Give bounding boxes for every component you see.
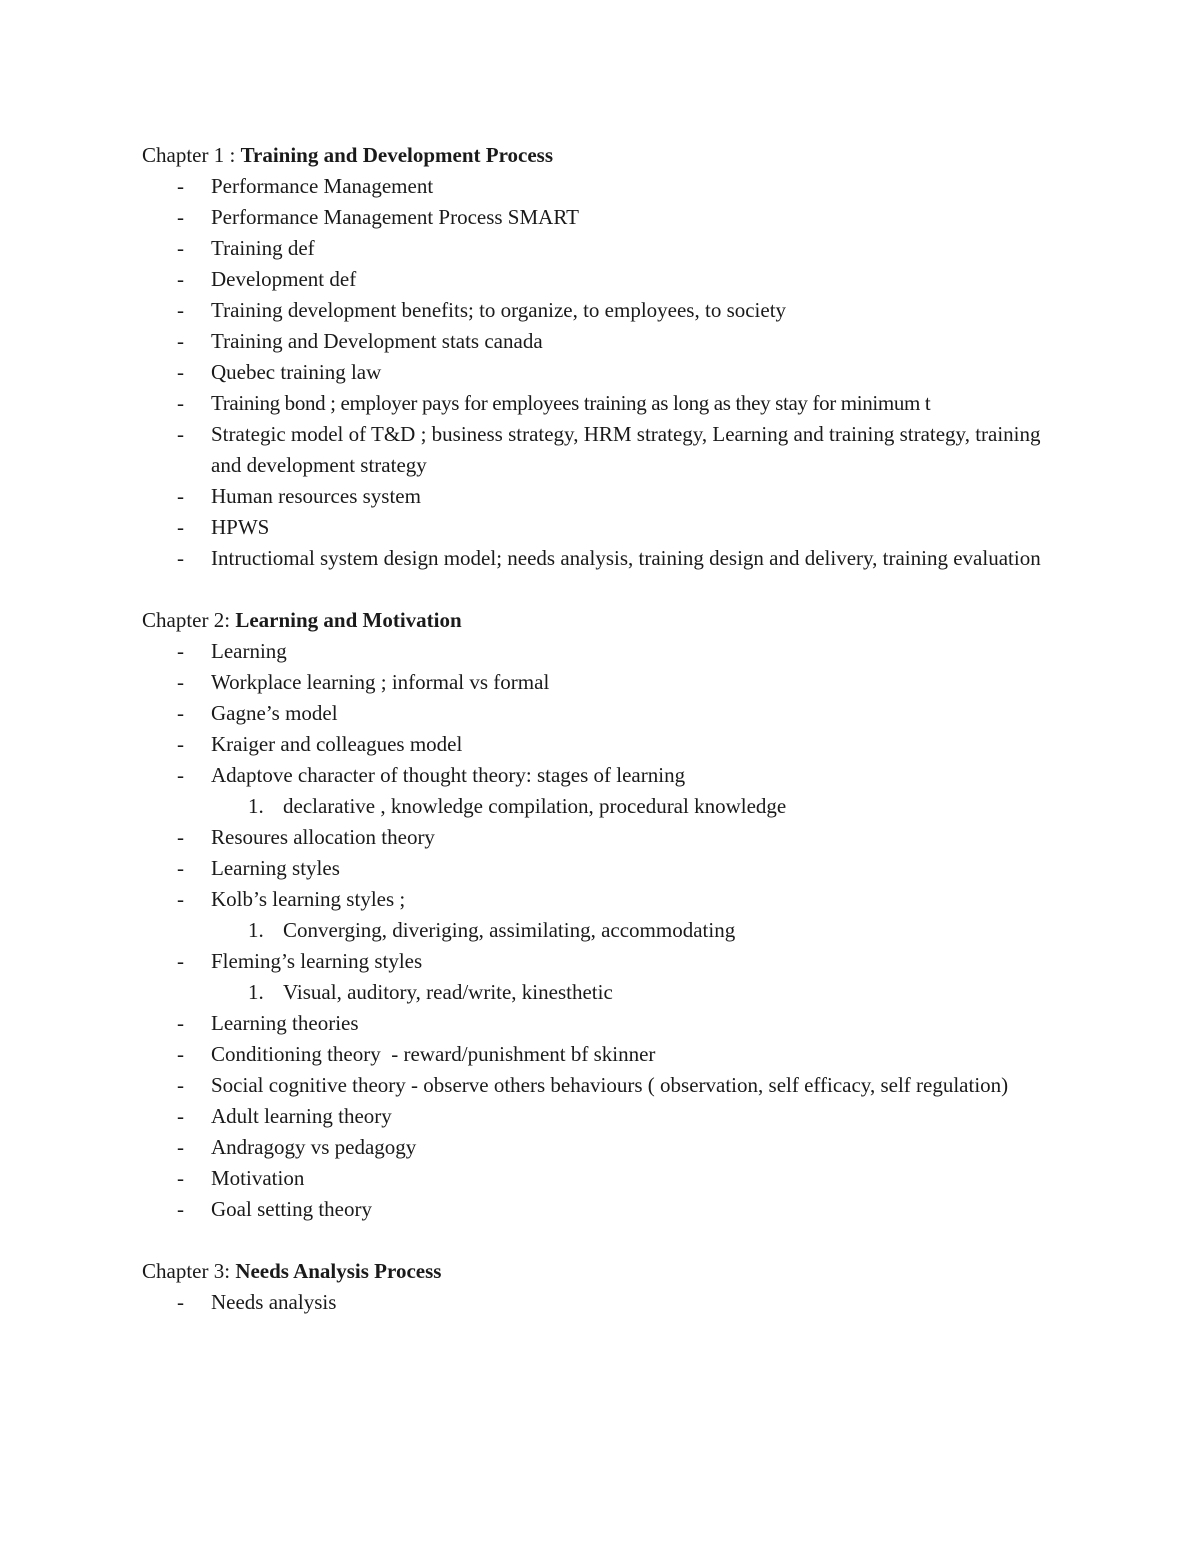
chapter-3-list — [142, 1287, 1142, 1318]
chapter-2 — [142, 605, 1142, 1225]
chapter-2-list — [142, 636, 1142, 1225]
sub-item-text: declarative , knowledge compilation, procedural knowledge — [283, 794, 787, 818]
list-item — [142, 729, 1142, 760]
list-item — [142, 698, 1142, 729]
list-item — [142, 419, 1061, 481]
list-item — [142, 1070, 1081, 1101]
list-item-text: Adaptove character of thought theory: stages of learning — [211, 763, 686, 787]
list-item — [142, 760, 1142, 791]
list-item — [142, 388, 1142, 419]
list-item — [142, 1101, 1142, 1132]
list-item-text: Development def — [211, 267, 357, 291]
list-item — [142, 636, 1142, 667]
list-item-text: Human resources system — [211, 484, 421, 508]
bullet-dash: - — [177, 546, 184, 570]
list-item — [142, 1287, 1142, 1318]
list-item — [142, 543, 1111, 574]
chapter-prefix: Chapter 2: — [142, 608, 236, 632]
chapter-heading — [142, 1256, 1142, 1287]
list-item — [142, 946, 1142, 977]
chapter-1 — [142, 140, 1142, 574]
list-item-text: Gagne’s model — [211, 701, 338, 725]
list-item — [142, 1132, 1142, 1163]
list-item — [142, 853, 1142, 884]
list-item — [142, 1194, 1142, 1225]
numbered-sub-item — [142, 915, 1142, 946]
list-item-text: Resoures allocation theory — [211, 825, 435, 849]
bullet-dash: - — [177, 732, 184, 756]
list-item-text: Social cognitive theory - observe others behaviours ( observation, self efficacy, self regulation) — [211, 1073, 1009, 1097]
list-item-text: Adult learning theory — [211, 1104, 392, 1128]
list-item-text: Kraiger and colleagues model — [211, 732, 463, 756]
list-item — [142, 357, 1142, 388]
list-item — [142, 1039, 1142, 1070]
bullet-dash: - — [177, 670, 184, 694]
bullet-dash: - — [177, 701, 184, 725]
bullet-dash: - — [177, 887, 184, 911]
chapter-prefix: Chapter 3: — [142, 1259, 236, 1283]
list-item — [142, 512, 1142, 543]
bullet-dash: - — [177, 267, 184, 291]
list-item-text: Learning theories — [211, 1011, 359, 1035]
list-item-text: Training bond ; employer pays for employees training as long as they stay for minimum t — [211, 391, 931, 415]
list-item — [142, 884, 1142, 915]
list-item-text: Motivation — [211, 1166, 305, 1190]
bullet-dash: - — [177, 856, 184, 880]
list-item-text: Workplace learning ; informal vs formal — [211, 670, 550, 694]
list-item-text: Training development benefits; to organize, to employees, to society — [211, 298, 787, 322]
sub-item-text: Converging, diveriging, assimilating, accommodating — [283, 918, 736, 942]
bullet-dash: - — [177, 515, 184, 539]
list-item-text: Learning — [211, 639, 287, 663]
bullet-dash: - — [177, 1166, 184, 1190]
list-item — [142, 1163, 1142, 1194]
bullet-dash: - — [177, 825, 184, 849]
bullet-dash: - — [177, 484, 184, 508]
list-item-text: Quebec training law — [211, 360, 382, 384]
numbered-sub-item — [142, 791, 1142, 822]
sub-item-text: Visual, auditory, read/write, kinesthetic — [283, 980, 613, 1004]
chapter-prefix: Chapter 1 : — [142, 143, 241, 167]
list-item-text: Needs analysis — [211, 1290, 337, 1314]
bullet-dash: - — [177, 298, 184, 322]
bullet-dash: - — [177, 205, 184, 229]
bullet-dash: - — [177, 1197, 184, 1221]
list-item-text: HPWS — [211, 515, 270, 539]
list-item — [142, 264, 1142, 295]
list-item-text: Kolb’s learning styles ; — [211, 887, 406, 911]
bullet-dash: - — [177, 236, 184, 260]
chapter-title: Needs Analysis Process — [235, 1259, 442, 1283]
chapter-heading — [142, 605, 1142, 636]
document-body — [142, 140, 1142, 1318]
bullet-dash: - — [177, 639, 184, 663]
list-item-text: Goal setting theory — [211, 1197, 372, 1221]
list-item-text: Andragogy vs pedagogy — [211, 1135, 417, 1159]
bullet-dash: - — [177, 329, 184, 353]
list-item-text: Fleming’s learning styles — [211, 949, 423, 973]
list-item — [142, 295, 1142, 326]
numbered-sub-item — [142, 977, 1142, 1008]
list-item — [142, 233, 1142, 264]
bullet-dash: - — [177, 391, 184, 415]
list-item — [142, 171, 1142, 202]
bullet-dash: - — [177, 360, 184, 384]
list-item-text: Conditioning theory - reward/punishment bf skinner — [211, 1042, 656, 1066]
chapter-3 — [142, 1256, 1142, 1318]
chapter-heading — [142, 140, 1142, 171]
list-item-text: Intructiomal system design model; needs analysis, training design and delivery, training evaluation — [211, 546, 1041, 570]
chapter-1-list — [142, 171, 1142, 574]
bullet-dash: - — [177, 1135, 184, 1159]
sub-item-number: 1. — [248, 794, 264, 818]
bullet-dash: - — [177, 949, 184, 973]
list-item-text: Strategic model of T&D ; business strategy, HRM strategy, Learning and training strategy, training and development strategy — [211, 422, 1041, 477]
list-item — [142, 1008, 1142, 1039]
bullet-dash: - — [177, 174, 184, 198]
list-item — [142, 481, 1142, 512]
list-item-text: Learning styles — [211, 856, 340, 880]
list-item-text: Performance Management Process SMART — [211, 205, 579, 229]
bullet-dash: - — [177, 1073, 184, 1097]
list-item-text: Training and Development stats canada — [211, 329, 543, 353]
chapter-title: Training and Development Process — [240, 143, 554, 167]
list-item — [142, 202, 1142, 233]
bullet-dash: - — [177, 1290, 184, 1314]
bullet-dash: - — [177, 422, 184, 446]
list-item — [142, 667, 1142, 698]
sub-item-number: 1. — [248, 980, 264, 1004]
sub-item-number: 1. — [248, 918, 264, 942]
bullet-dash: - — [177, 1042, 184, 1066]
list-item-text: Performance Management — [211, 174, 434, 198]
bullet-dash: - — [177, 763, 184, 787]
list-item — [142, 326, 1142, 357]
chapter-title: Learning and Motivation — [235, 608, 462, 632]
bullet-dash: - — [177, 1011, 184, 1035]
list-item — [142, 822, 1142, 853]
bullet-dash: - — [177, 1104, 184, 1128]
list-item-text: Training def — [211, 236, 315, 260]
